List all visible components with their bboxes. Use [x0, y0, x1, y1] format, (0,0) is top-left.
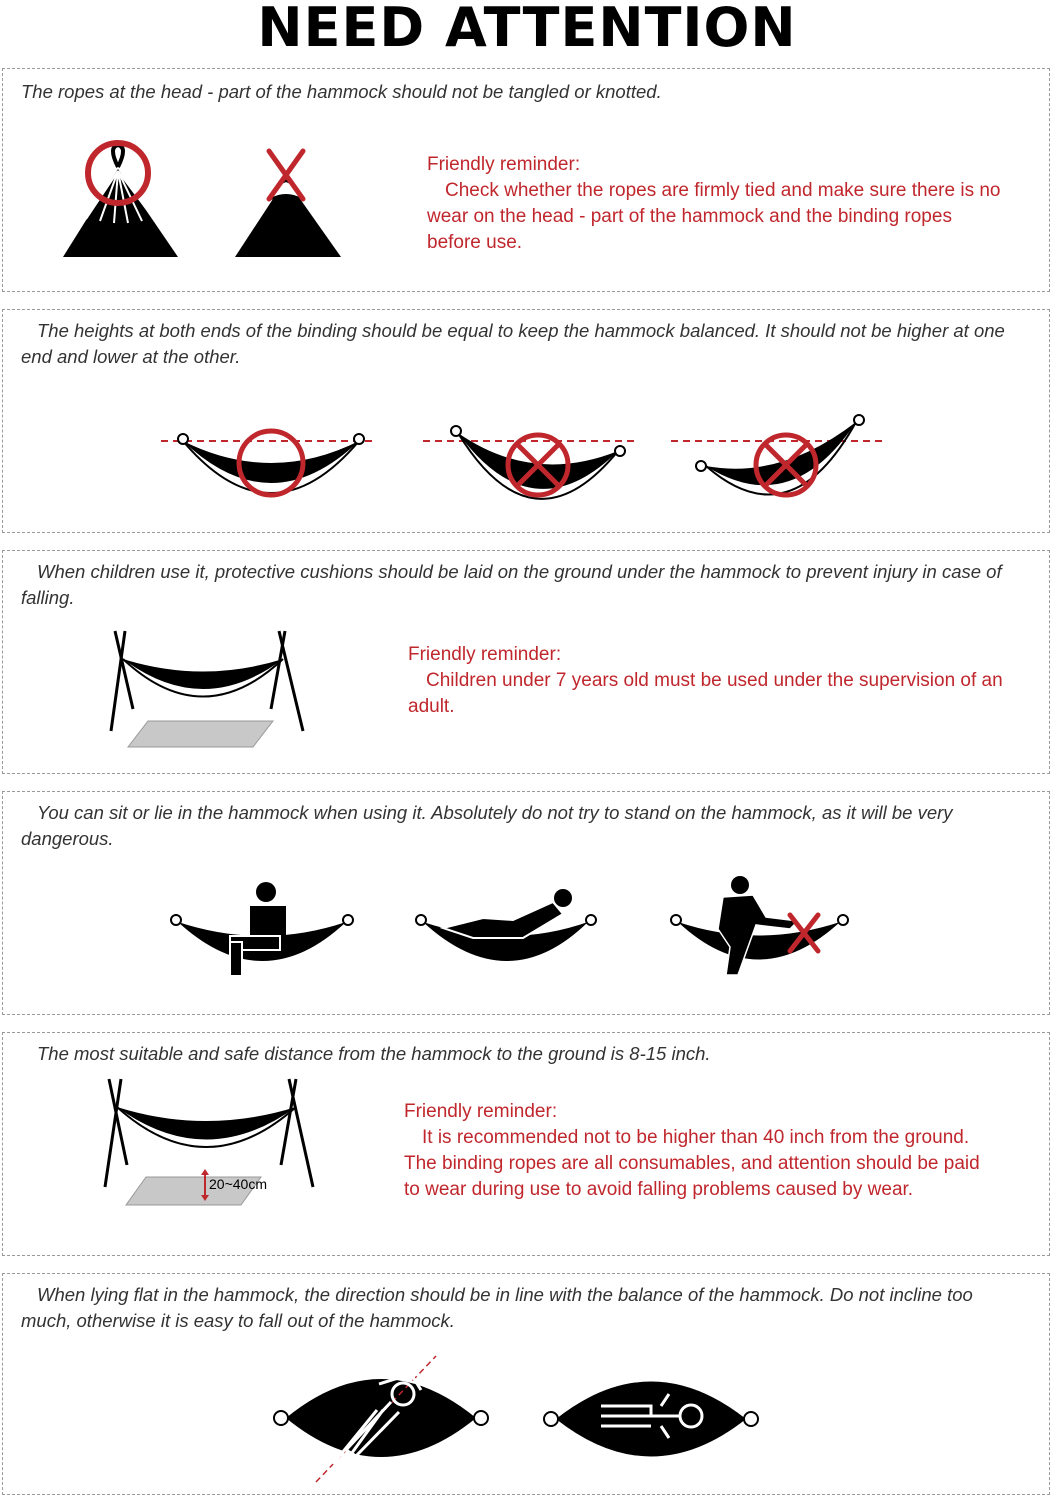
section-head-ropes: [2, 68, 1050, 292]
reminder-distance: [404, 1099, 984, 1203]
section-intro: When lying flat in the hammock, the direction should be in line with the balance of the hammock. Do not incline too much, otherwise it is easy to fall out of the hammock.: [21, 1284, 973, 1331]
reminder-heading: Friendly reminder:: [404, 1101, 558, 1122]
section-intro: The most suitable and safe distance from the hammock to the ground is 8-15 inch.: [37, 1043, 711, 1064]
hammock-head-wrong-icon: [231, 149, 346, 259]
section-intro: When children use it, protective cushions should be laid on the ground under the hammock to prevent injury in case of falling.: [21, 561, 1002, 608]
page-title: NEED ATTENTION: [257, 0, 797, 59]
reminder-body: Check whether the ropes are firmly tied and make sure there is no wear on the head - part of the hammock and the binding ropes before use.: [427, 180, 1001, 253]
lying-person-icon: [413, 880, 598, 985]
section-sit-or-lie: [2, 791, 1050, 1015]
hammock-level-ok-icon: [161, 415, 381, 505]
reminder-heading: Friendly reminder:: [427, 154, 581, 175]
section-ground-distance: [2, 1032, 1050, 1256]
distance-label: 20~40cm: [209, 1176, 267, 1192]
reminder-body: It is recommended not to be higher than 40 inch from the ground. The binding ropes are all consumables, and attention should be paid to wear during use to avoid falling problems caused by wear.: [404, 1127, 980, 1200]
section-balanced-height: [2, 309, 1050, 533]
reminder-heading: Friendly reminder:: [408, 644, 562, 665]
section-intro: You can sit or lie in the hammock when using it. Absolutely do not try to stand on the hammock, as it will be very dangerous.: [21, 802, 953, 849]
section-lying-direction: [2, 1273, 1050, 1495]
straight-lying-icon: [541, 1364, 763, 1484]
section-intro: The ropes at the head - part of the hammock should not be tangled or knotted.: [21, 81, 662, 102]
section-intro: The heights at both ends of the binding should be equal to keep the hammock balanced. It should not be higher at one end and lower at the other.: [21, 320, 1005, 367]
reminder-body: Children under 7 years old must be used under the supervision of an adult.: [408, 670, 1003, 717]
hammock-distance-icon: [101, 1077, 331, 1207]
reminder-ropes: [427, 152, 1007, 256]
diagonal-lying-icon: [271, 1360, 493, 1485]
hammock-head-ok-icon: [58, 149, 188, 259]
hammock-stand-cushion-icon: [103, 629, 313, 754]
hammock-high-wrong-icon: [671, 410, 891, 500]
reminder-children: [408, 642, 1008, 720]
section-children-cushion: [2, 550, 1050, 774]
hammock-low-wrong-icon: [423, 415, 643, 505]
standing-person-icon: [668, 877, 853, 987]
sitting-person-icon: [168, 880, 358, 985]
